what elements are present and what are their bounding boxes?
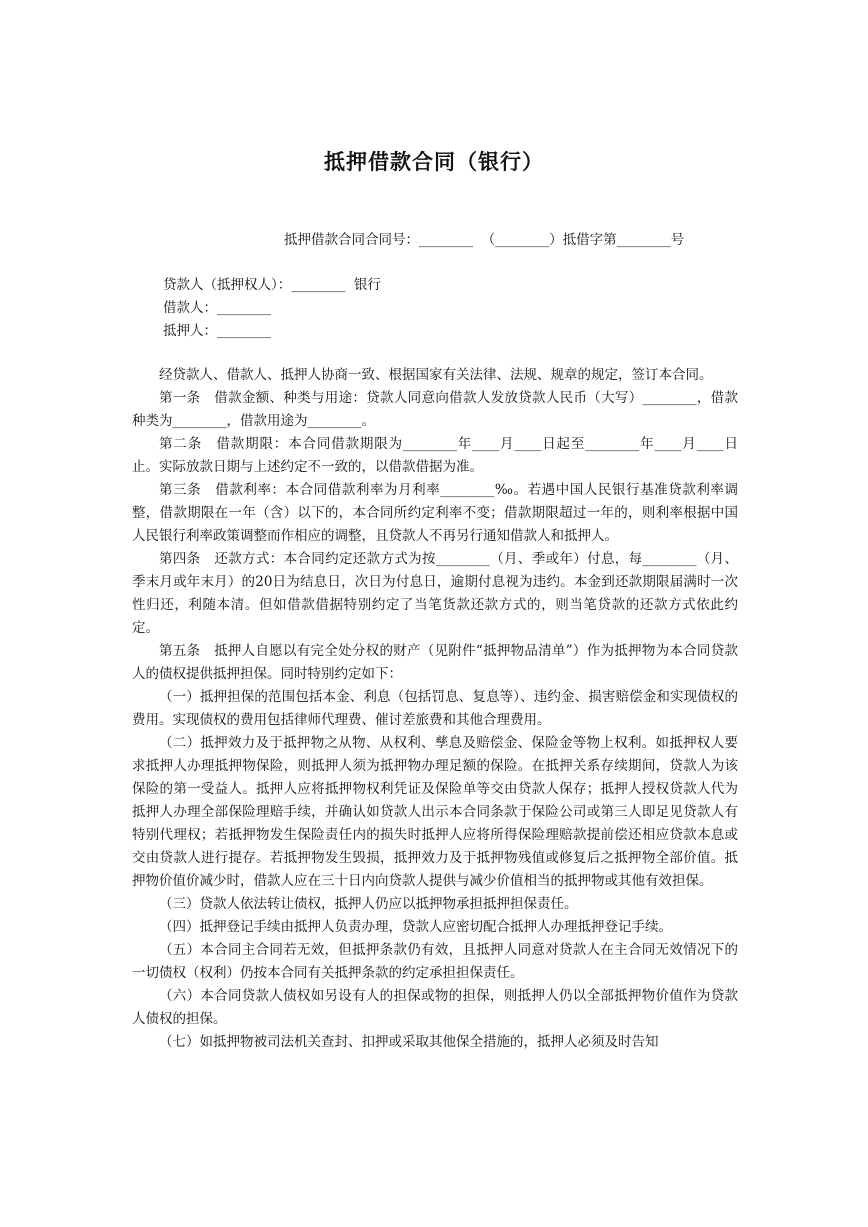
clause-7: （七）如抵押物被司法机关查封、扣押或采取其他保全措施的，抵押人必须及时告知 [159,1034,659,1050]
article-1: 第一条 借款金额、种类与用途：贷款人同意向借款人发放贷款人民币（大写）________，借款种类为________，借款用途为________。 [132,390,738,429]
lender-line: 贷款人（抵押权人）：________ 银行 [163,277,381,293]
contract-body [132,364,738,1054]
clause-1: （一）抵押担保的范围包括本金、利息（包括罚息、复息等）、违约金、损害赔偿金和实现债权的费用。实现债权的费用包括律师代理费、催讨差旅费和其他合理费用。 [132,689,738,728]
borrower-line: 借款人：________ [163,300,271,316]
document-title: 抵押借款合同（银行） [324,150,544,174]
article-4: 第四条 还款方式：本合同约定还款方式为按________（月、季或年）付息，每________（月、季末月或年末月）的20日为结息日，次日为付息日，逾期付息视为违约。本金到还款期限届满时一次性归还，利随本清。但如借款借据特别约定了当笔货款还款方式的，则当笔贷款的还款方式依此约定。 [132,551,738,636]
article-3: 第三条 借款利率：本合同借款利率为月利率________‰。若遇中国人民银行基准贷款利率调整，借款期限在一年（含）以下的，本合同所约定利率不变；借款期限超过一年的，则利率根据中国人民银行利率政策调整而作相应的调整，且贷款人不再另行通知借款人和抵押人。 [132,482,738,544]
mortgagor-line: 抵押人：________ [163,323,271,339]
clause-6: （六）本合同贷款人债权如另设有人的担保或物的担保，则抵押人仍以全部抵押物价值作为贷款人债权的担保。 [132,988,738,1027]
parties-block [163,274,381,343]
clause-4: （四）抵押登记手续由抵押人负责办理，贷款人应密切配合抵押人办理抵押登记手续。 [159,919,672,935]
paragraph: 经贷款人、借款人、抵押人协商一致、根据国家有关法律、法规、规章的规定，签订本合同。 [159,367,713,383]
clause-3: （三）贷款人依法转让债权，抵押人仍应以抵押物承担抵押担保责任。 [159,896,578,912]
article-5: 第五条 抵押人自愿以有完全处分权的财产（见附件“抵押物品清单”）作为抵押物为本合同贷款人的债权提供抵押担保。同时特别约定如下： [132,643,738,682]
contract-number-line: 抵押借款合同合同号：________ （________）抵借字第________号 [284,232,685,248]
clause-5: （五）本合同主合同若无效，但抵押条款仍有效，且抵押人同意对贷款人在主合同无效情况下的一切债权（权利）仍按本合同有关抵押条款的约定承担担保责任。 [132,942,738,981]
article-2: 第二条 借款期限：本合同借款期限为________年____月____日起至________年____月____日止。实际放款日期与上述约定不一致的，以借款借据为准。 [132,436,738,475]
clause-2: （二）抵押效力及于抵押物之从物、从权利、孳息及赔偿金、保险金等物上权利。如抵押权人要求抵押人办理抵押物保险，则抵押人须为抵押物办理足额的保险。在抵押关系存续期间，贷款人为该保险的第一受益人。抵押人应将抵押物权利凭证及保险单等交由贷款人保存；抵押人授权贷款人代为抵押人办理全部保险理赔手续，并确认如贷款人出示本合同条款于保险公司或第三人即足见贷款人有特别代理权；若抵押物发生保险责任内的损失时抵押人应将所得保险理赔款提前偿还相应贷款本息或交由贷款人进行提存。若抵押物发生毁损，抵押效力及于抵押物残值或修复后之抵押物全部价值。抵押物价值价减少时，借款人应在三十日内向贷款人提供与减少价值相当的抵押物或其他有效担保。 [132,735,738,889]
